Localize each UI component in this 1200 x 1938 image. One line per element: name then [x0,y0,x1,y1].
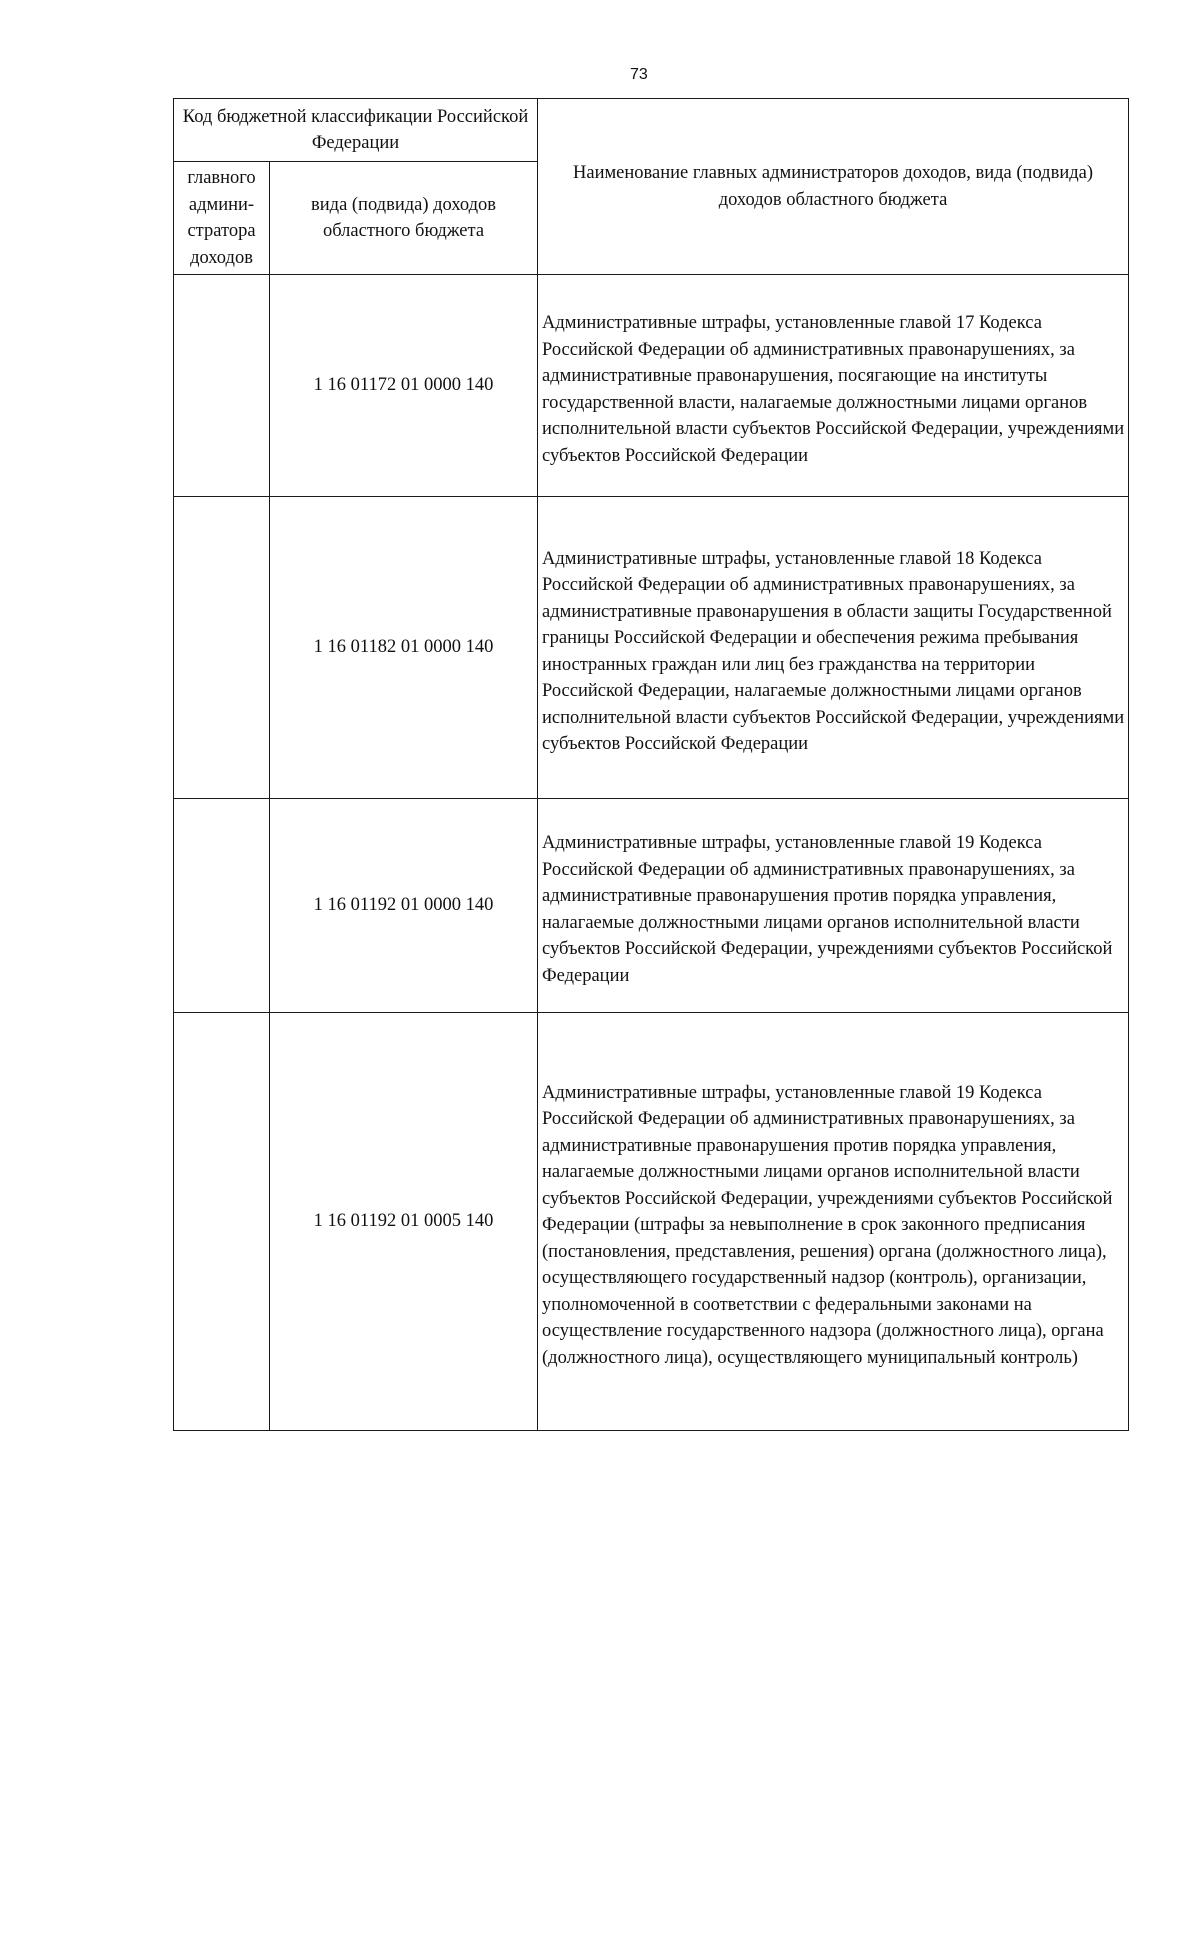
admin-code-cell [174,497,270,799]
income-code-cell: 1 16 01182 01 0000 140 [270,497,538,799]
income-name-cell: Административные штрафы, установленные главой 18 Кодекса Российской Федерации об административных правонарушениях, за административные правонарушения в области защиты Государственной границы Российской Федерации и обеспечения режима пребывания иностранных граждан или лиц без гражданства на территории Российской Федерации, налагаемые должностными лицами органов исполнительной власти субъектов Российской Федерации, учреждениями субъектов Российской Федерации [538,497,1129,799]
header-budget-classification-code: Код бюджетной классификации Российской Федерации [174,99,538,162]
header-main-administrator: главного админи-стратора доходов [174,162,270,275]
header-administrator-name: Наименование главных администраторов доходов, вида (подвида) доходов областного бюджета [538,99,1129,275]
income-name-cell: Административные штрафы, установленные главой 19 Кодекса Российской Федерации об административных правонарушениях, за административные правонарушения против порядка управления, налагаемые должностными лицами органов исполнительной власти субъектов Российской Федерации, учреждениями субъектов Российской Федерации [538,799,1129,1013]
table-row [174,799,1129,1013]
admin-code-cell [174,275,270,497]
table-row [174,275,1129,497]
income-code-cell: 1 16 01172 01 0000 140 [270,275,538,497]
table-row [174,497,1129,799]
income-name-cell: Административные штрафы, установленные главой 17 Кодекса Российской Федерации об административных правонарушениях, за административные правонарушения, посягающие на институты государственной власти, налагаемые должностными лицами органов исполнительной власти субъектов Российской Федерации, учреждениями субъектов Российской Федерации [538,275,1129,497]
income-code-cell: 1 16 01192 01 0005 140 [270,1013,538,1431]
budget-classification-table [173,98,1129,1431]
income-name-cell: Административные штрафы, установленные главой 19 Кодекса Российской Федерации об административных правонарушениях, за административные правонарушения против порядка управления, налагаемые должностными лицами органов исполнительной власти субъектов Российской Федерации, учреждениями субъектов Российской Федерации (штрафы за невыполнение в срок законного предписания (постановления, представления, решения) органа (должностного лица), осуществляющего государственный надзор (контроль), организации, уполномоченной в соответствии с федеральными законами на осуществление государственного надзора (должностного лица), органа (должностного лица), осуществляющего муниципальный контроль) [538,1013,1129,1431]
admin-code-cell [174,799,270,1013]
table-row [174,1013,1129,1431]
table-body [174,275,1129,1431]
income-code-cell: 1 16 01192 01 0000 140 [270,799,538,1013]
header-income-type: вида (подвида) доходов областного бюджета [270,162,538,275]
table-header [174,99,1129,275]
admin-code-cell [174,1013,270,1431]
page-number: 73 [630,66,648,83]
